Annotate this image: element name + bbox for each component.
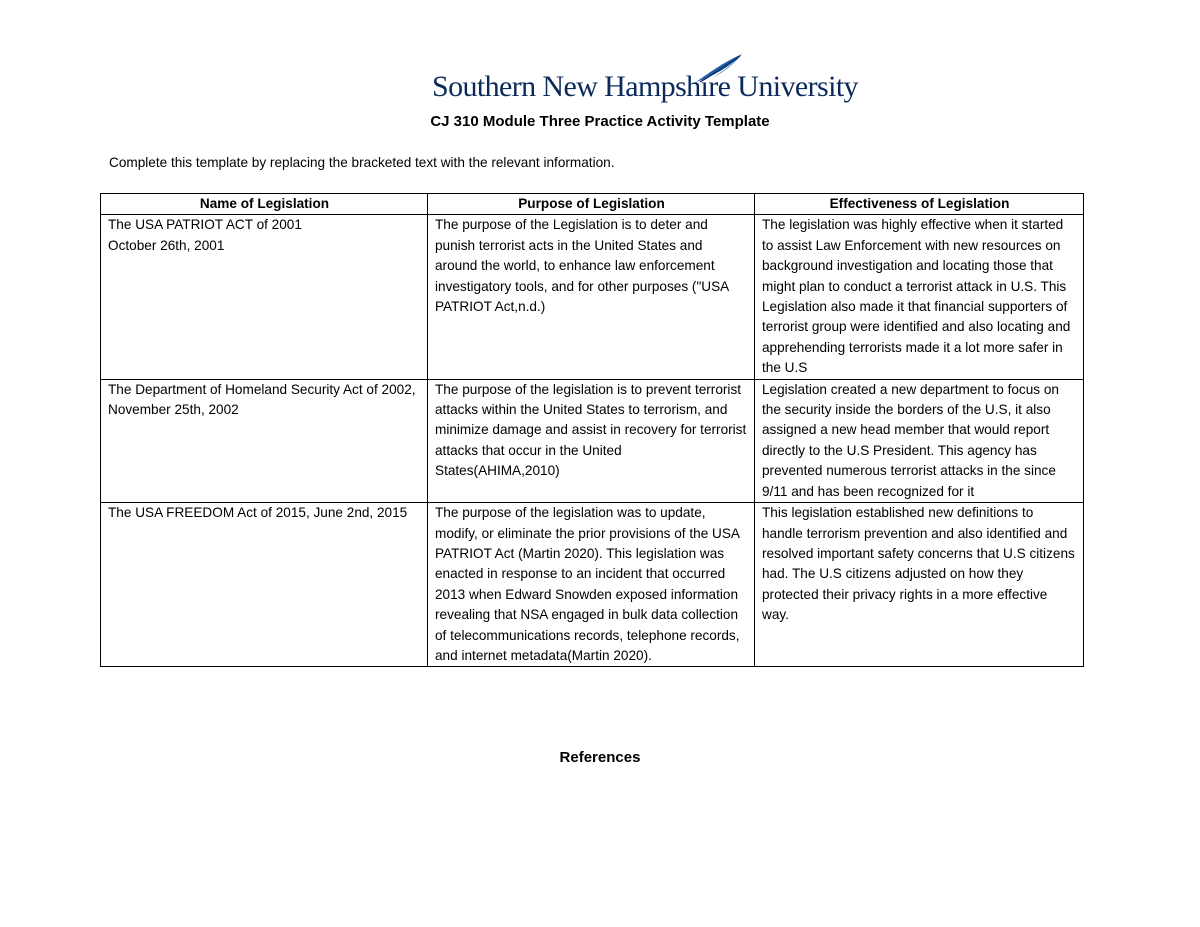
legislation-purpose: The purpose of the legislation is to prevent terrorist attacks within the United States to terrorism, and minimize damage and assist in recovery for terrorist attacks that occur in the United States(AHIMA,2010) bbox=[428, 379, 755, 502]
logo-wordmark: Southern New Hampshire University bbox=[432, 70, 858, 103]
legislation-date: October 26th, 2001 bbox=[108, 237, 225, 253]
legislation-name-cell bbox=[101, 215, 428, 379]
column-header-purpose: Purpose of Legislation bbox=[428, 194, 755, 215]
legislation-effectiveness: Legislation created a new department to focus on the security inside the borders of the U.S, it also assigned a new head member that would report directly to the U.S President. This agency has prevented numerous terrorist attacks in the since 9/11 and has been recognized for it bbox=[755, 379, 1084, 502]
legislation-table bbox=[100, 193, 1084, 667]
legislation-name: The Department of Homeland Security Act of 2002, November 25th, 2002 bbox=[101, 379, 428, 502]
legislation-name: The USA FREEDOM Act of 2015, June 2nd, 2015 bbox=[101, 503, 428, 667]
university-logo bbox=[432, 52, 858, 104]
feather-icon bbox=[694, 52, 744, 86]
legislation-purpose: The purpose of the Legislation is to deter and punish terrorist acts in the United States and around the world, to enhance law enforcement investigatory tools, and for other purposes ("USA PATRIOT Act,n.d.) bbox=[428, 215, 755, 379]
legislation-effectiveness: The legislation was highly effective when it started to assist Law Enforcement with new resources on background investigation and locating those that might plan to conduct a terrorist attack in U.S. This Legislation also made it that financial supporters of terrorist group were identified and also locating and apprehending terrorists made it a lot more safer in the U.S bbox=[755, 215, 1084, 379]
table-header-row bbox=[101, 194, 1084, 215]
legislation-name: The USA PATRIOT ACT of 2001 bbox=[108, 217, 302, 233]
legislation-purpose: The purpose of the legislation was to update, modify, or eliminate the prior provisions of the USA PATRIOT Act (Martin 2020). This legislation was enacted in response to an incident that occurred 2013 when Edward Snowden exposed information revealing that NSA engaged in bulk data collection of telecommunications records, telephone records, and internet metadata(Martin 2020). bbox=[428, 503, 755, 667]
legislation-effectiveness: This legislation established new definitions to handle terrorism prevention and also identified and resolved important safety concerns that U.S citizens had. The U.S citizens adjusted on how they protected their privacy rights in a more effective way. bbox=[755, 503, 1084, 667]
table-row bbox=[101, 215, 1084, 379]
column-header-name: Name of Legislation bbox=[101, 194, 428, 215]
table-row bbox=[101, 379, 1084, 502]
references-heading: References bbox=[559, 749, 641, 766]
instructions-text: Complete this template by replacing the bracketed text with the relevant information. bbox=[109, 155, 615, 170]
column-header-effectiveness: Effectiveness of Legislation bbox=[755, 194, 1084, 215]
page-title: CJ 310 Module Three Practice Activity Template bbox=[430, 113, 770, 130]
table-row bbox=[101, 503, 1084, 667]
